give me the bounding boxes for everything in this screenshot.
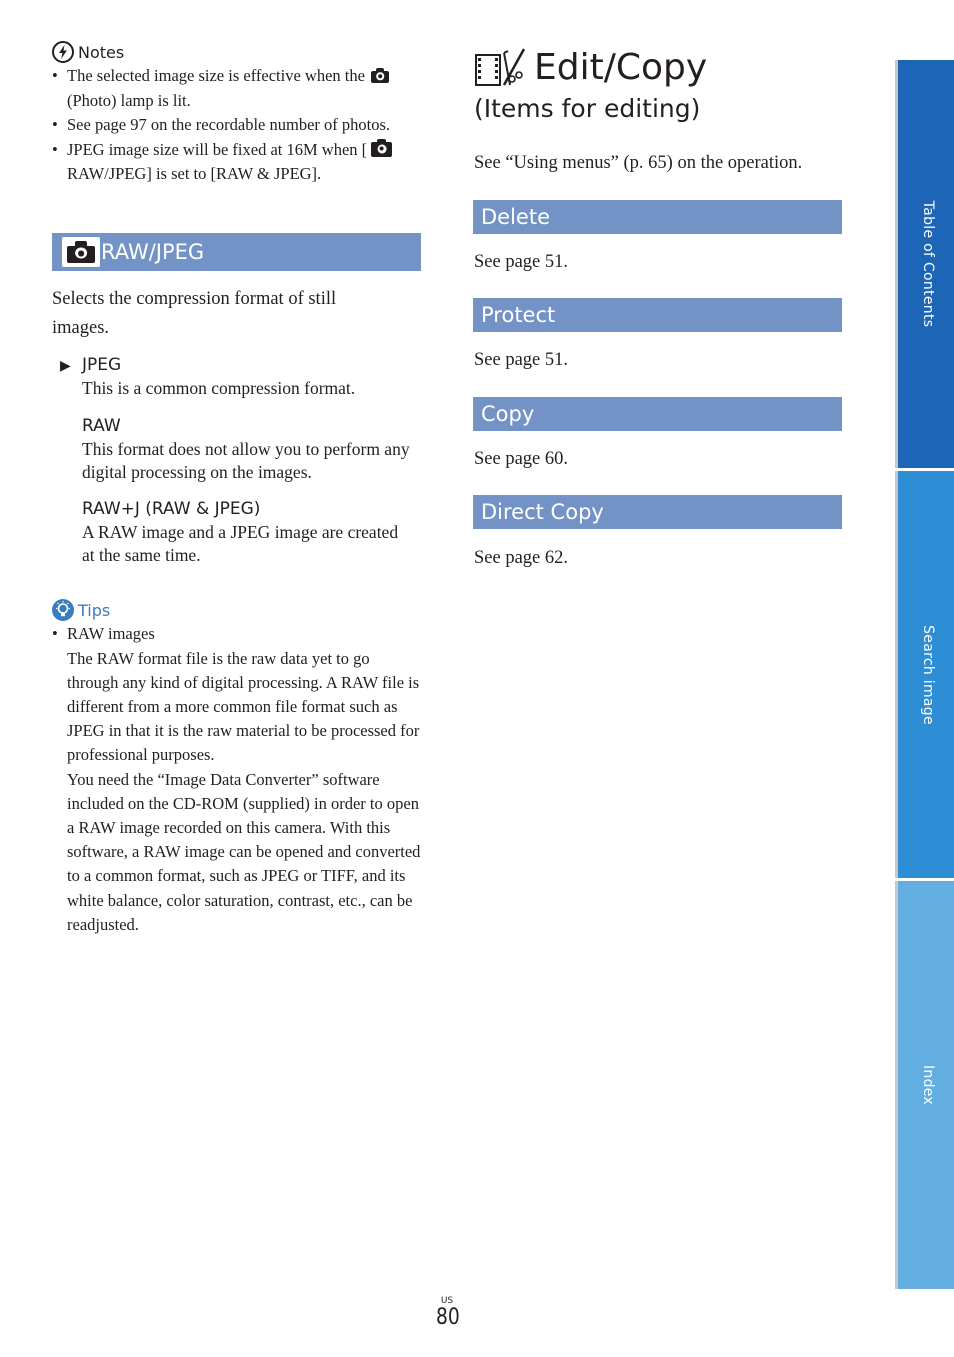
page-subtitle: (Items for editing)	[474, 94, 701, 123]
tips-label: Tips	[78, 600, 111, 620]
tip-paragraph: The RAW format file is the raw data yet to go through any kind of digital processing. A RAW file is different from a more common file format such as JPEG in that it is the raw material to be processed for professional purposes.	[67, 648, 420, 765]
tab-label: Search image	[920, 624, 936, 725]
notes-list	[52, 64, 424, 187]
default-marker-icon: ▶	[60, 358, 71, 374]
option-raw	[82, 414, 427, 484]
tab-table-of-contents[interactable]	[895, 60, 954, 468]
page-title: Edit/Copy	[534, 46, 708, 88]
note-item-1: • The selected image size is effective when the (Photo) lamp is lit.	[52, 64, 424, 113]
tip-item	[52, 622, 424, 937]
region-code: US	[440, 1296, 454, 1306]
option-desc: A RAW image and a JPEG image are created at the same time.	[82, 522, 399, 565]
tab-label: Index	[920, 1064, 936, 1106]
option-desc: This format does not allow you to perform any digital processing on the images.	[82, 439, 410, 482]
tab-label: Table of Contents	[920, 200, 936, 328]
protect-text: See page 51.	[474, 350, 569, 370]
tip-paragraph: You need the “Image Data Converter” software included on the CD-ROM (supplied) in order to open a RAW image recorded on this camera. With this software, a RAW image can be opened and converted to a common format, such as JPEG or TIFF, and its white balance, color saturation, contrast, etc., can be readjusted.	[67, 769, 421, 934]
notes-warning-icon	[52, 41, 74, 63]
copy-text: See page 60.	[474, 449, 569, 469]
section-bar-raw-jpeg	[52, 233, 421, 271]
option-desc: This is a common compression format.	[82, 378, 356, 398]
section-bar-copy: Copy	[473, 397, 842, 431]
tip-title: • RAW images	[67, 624, 155, 643]
option-raw-jpeg	[82, 497, 412, 567]
section-bar-protect: Protect	[473, 298, 842, 332]
section-bar-direct-copy: Direct Copy	[473, 495, 842, 529]
notes-label: Notes	[78, 42, 125, 62]
tips-list	[52, 622, 424, 937]
page-number: 80	[435, 1305, 460, 1330]
option-jpeg	[60, 353, 430, 400]
page-heading	[474, 44, 707, 90]
section-description: Selects the compression format of still images.	[52, 289, 337, 338]
still-camera-icon	[62, 237, 100, 267]
delete-text: See page 51.	[474, 252, 569, 272]
camera-icon	[371, 139, 392, 157]
section-title: RAW/JPEG	[101, 240, 205, 264]
section-bar-delete: Delete	[473, 200, 842, 234]
option-name: RAW+J (RAW & JPEG)	[82, 499, 261, 519]
tab-search-image[interactable]	[895, 471, 954, 878]
note-item-3: • JPEG image size will be fixed at 16M when [ RAW/JPEG] is set to [RAW & JPEG].	[52, 138, 424, 187]
camera-icon	[371, 68, 389, 83]
option-name: RAW	[82, 416, 121, 436]
page-number-block	[434, 1296, 460, 1330]
note-item-2: • See page 97 on the recordable number of photos.	[52, 113, 424, 138]
tab-index[interactable]	[895, 881, 954, 1289]
intro-text: See “Using menus” (p. 65) on the operation.	[474, 153, 803, 173]
edit-copy-icon	[474, 45, 528, 89]
tips-header	[52, 598, 110, 622]
lightbulb-icon	[52, 599, 74, 621]
option-name: JPEG	[82, 355, 122, 375]
notes-header	[52, 40, 124, 64]
direct-copy-text: See page 62.	[474, 548, 569, 568]
